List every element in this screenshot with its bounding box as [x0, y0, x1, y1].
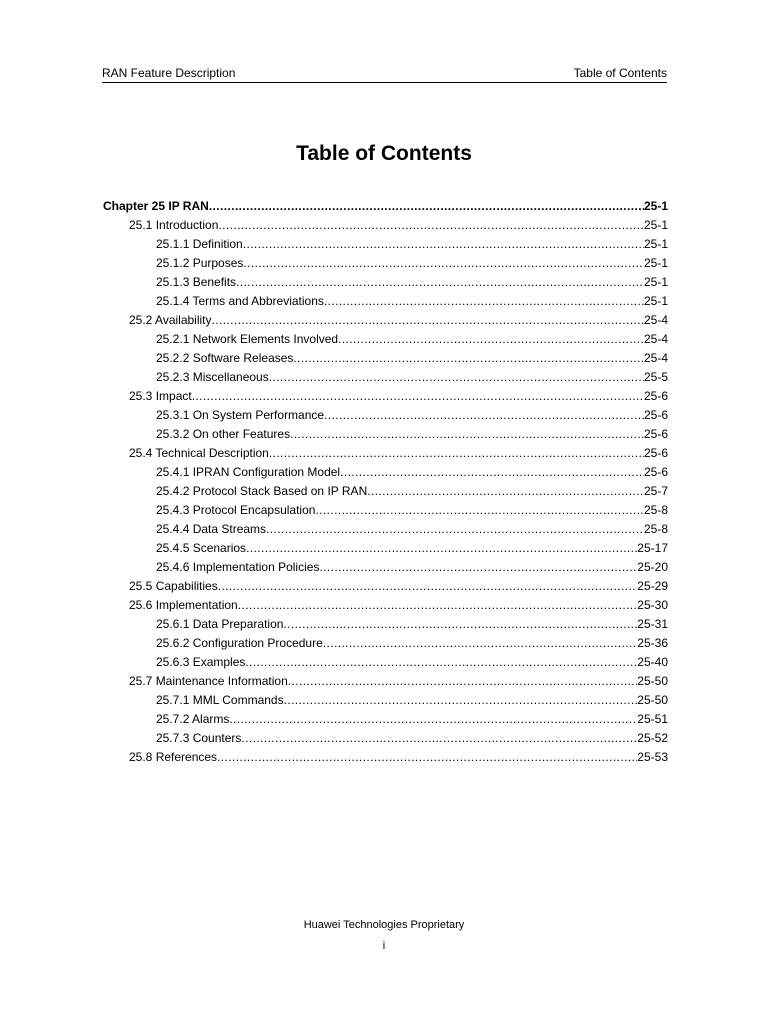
toc-dot-leader — [283, 615, 637, 634]
toc-entry-page: 25-40 — [637, 655, 668, 669]
toc-dot-leader — [288, 672, 638, 691]
toc-entry[interactable] — [103, 311, 668, 330]
page-header — [102, 66, 667, 83]
toc-entry[interactable] — [103, 729, 668, 748]
toc-entry-title: 25.4 Technical Description — [129, 446, 269, 460]
toc-entry-title: 25.4.5 Scenarios — [156, 541, 247, 555]
toc-entry-title: Chapter 25 IP RAN — [103, 199, 209, 213]
toc-entry-title: 25.1.1 Definition — [156, 237, 243, 251]
toc-dot-leader — [290, 425, 644, 444]
page-number: i — [382, 940, 386, 952]
toc-entry-title: 25.6.1 Data Preparation — [156, 617, 284, 631]
toc-entry-page: 25-5 — [643, 370, 668, 384]
toc-dot-leader — [212, 311, 644, 330]
toc-dot-leader — [236, 273, 644, 292]
toc-dot-leader — [218, 577, 638, 596]
toc-entry[interactable] — [103, 425, 668, 444]
toc-entry-title: 25.2 Availability — [129, 313, 212, 327]
toc-dot-leader — [323, 634, 638, 653]
toc-entry-title: 25.6 Implementation — [129, 598, 238, 612]
page-title: Table of Contents — [296, 142, 472, 165]
toc-entry[interactable] — [103, 710, 668, 729]
toc-dot-leader — [238, 596, 638, 615]
toc-entry[interactable] — [103, 406, 668, 425]
toc-entry-title: 25.7.3 Counters — [156, 731, 242, 745]
toc-entry[interactable] — [103, 482, 668, 501]
toc-entry-page: 25-4 — [643, 313, 668, 327]
toc-entry-page: 25-6 — [643, 465, 668, 479]
toc-entry-page: 25-6 — [643, 446, 668, 460]
toc-entry[interactable] — [103, 748, 668, 767]
toc-entry[interactable] — [103, 558, 668, 577]
toc-entry-page: 25-1 — [643, 256, 668, 270]
toc-dot-leader — [269, 368, 644, 387]
toc-entry[interactable] — [103, 254, 668, 273]
toc-dot-leader — [243, 254, 644, 273]
toc-dot-leader — [246, 539, 637, 558]
toc-entry[interactable] — [103, 349, 668, 368]
toc-entry-page: 25-1 — [643, 237, 668, 251]
toc-entry-title: 25.7.2 Alarms — [156, 712, 230, 726]
header-document-title: RAN Feature Description — [102, 66, 236, 80]
toc-entry-page: 25-51 — [637, 712, 668, 726]
toc-entry-title: 25.4.2 Protocol Stack Based on IP RAN — [156, 484, 368, 498]
toc-entry-title: 25.3.1 On System Performance — [156, 408, 325, 422]
toc-dot-leader — [324, 406, 644, 425]
toc-dot-leader — [217, 748, 637, 767]
toc-entry[interactable] — [103, 292, 668, 311]
toc-entry-page: 25-6 — [643, 408, 668, 422]
toc-entry[interactable] — [103, 330, 668, 349]
toc-entry-title: 25.7.1 MML Commands — [156, 693, 284, 707]
footer-proprietary-notice: Huawei Technologies Proprietary — [303, 919, 465, 931]
toc-entry-title: 25.1.2 Purposes — [156, 256, 244, 270]
toc-entry-page: 25-6 — [643, 389, 668, 403]
toc-entry-page: 25-6 — [643, 427, 668, 441]
toc-dot-leader — [324, 292, 644, 311]
toc-dot-leader — [245, 653, 637, 672]
toc-entry-title: 25.2.1 Network Elements Involved — [156, 332, 339, 346]
toc-entry-title: 25.2.2 Software Releases — [156, 351, 294, 365]
toc-dot-leader — [269, 444, 644, 463]
table-of-contents — [103, 197, 668, 767]
toc-entry-title: 25.4.4 Data Streams — [156, 522, 267, 536]
toc-entry[interactable] — [103, 444, 668, 463]
toc-entry[interactable] — [103, 501, 668, 520]
toc-entry-page: 25-4 — [643, 332, 668, 346]
toc-entry-title: 25.6.3 Examples — [156, 655, 246, 669]
toc-entry[interactable] — [103, 653, 668, 672]
toc-entry-page: 25-8 — [643, 503, 668, 517]
toc-entry-page: 25-30 — [637, 598, 668, 612]
toc-dot-leader — [192, 387, 644, 406]
toc-entry-page: 25-1 — [643, 199, 668, 213]
toc-entry-title: 25.4.6 Implementation Policies — [156, 560, 320, 574]
toc-dot-leader — [293, 349, 644, 368]
toc-entry[interactable] — [103, 577, 668, 596]
toc-entry-page: 25-52 — [637, 731, 668, 745]
toc-entry-title: 25.6.2 Configuration Procedure — [156, 636, 323, 650]
toc-entry-title: 25.3 Impact — [129, 389, 192, 403]
toc-entry-title: 25.8 References — [129, 750, 218, 764]
toc-entry-title: 25.2.3 Miscellaneous — [156, 370, 269, 384]
toc-entry[interactable] — [103, 368, 668, 387]
toc-entry-title: 25.3.2 On other Features — [156, 427, 291, 441]
toc-entry[interactable] — [103, 691, 668, 710]
toc-entry-title: 25.1.4 Terms and Abbreviations — [156, 294, 324, 308]
toc-entry[interactable] — [103, 672, 668, 691]
toc-entry-page: 25-1 — [643, 218, 668, 232]
toc-entry-page: 25-36 — [637, 636, 668, 650]
toc-entry-title: 25.4.3 Protocol Encapsulation — [156, 503, 316, 517]
header-section-title: Table of Contents — [573, 66, 667, 80]
toc-entry[interactable] — [103, 387, 668, 406]
toc-entry[interactable] — [103, 463, 668, 482]
toc-dot-leader — [266, 520, 644, 539]
toc-entry-page: 25-50 — [637, 674, 668, 688]
toc-dot-leader — [241, 729, 637, 748]
toc-entry-page: 25-7 — [643, 484, 668, 498]
toc-entry[interactable] — [103, 216, 668, 235]
toc-entry-page: 25-29 — [637, 579, 668, 593]
toc-entry-title: 25.5 Capabilities — [129, 579, 218, 593]
toc-dot-leader — [340, 463, 644, 482]
toc-dot-leader — [319, 558, 637, 577]
toc-entry-title: 25.7 Maintenance Information — [129, 674, 288, 688]
toc-dot-leader — [315, 501, 644, 520]
toc-entry-page: 25-4 — [643, 351, 668, 365]
toc-dot-leader — [218, 216, 644, 235]
toc-dot-leader — [209, 197, 644, 216]
toc-entry-title: 25.1.3 Benefits — [156, 275, 237, 289]
toc-entry-page: 25-1 — [643, 294, 668, 308]
toc-entry-title: 25.1 Introduction — [129, 218, 219, 232]
toc-entry-title: 25.4.1 IPRAN Configuration Model — [156, 465, 341, 479]
toc-dot-leader — [243, 235, 644, 254]
toc-entry[interactable] — [103, 520, 668, 539]
toc-entry[interactable] — [103, 596, 668, 615]
toc-entry-page: 25-20 — [637, 560, 668, 574]
toc-entry[interactable] — [103, 273, 668, 292]
toc-entry-page: 25-50 — [637, 693, 668, 707]
toc-entry[interactable] — [103, 197, 668, 216]
toc-dot-leader — [367, 482, 644, 501]
toc-entry-page: 25-53 — [637, 750, 668, 764]
toc-entry-page: 25-31 — [637, 617, 668, 631]
toc-entry[interactable] — [103, 539, 668, 558]
toc-dot-leader — [338, 330, 644, 349]
toc-dot-leader — [284, 691, 638, 710]
toc-dot-leader — [229, 710, 637, 729]
toc-entry[interactable] — [103, 615, 668, 634]
toc-entry[interactable] — [103, 634, 668, 653]
toc-entry[interactable] — [103, 235, 668, 254]
toc-entry-page: 25-8 — [643, 522, 668, 536]
toc-entry-page: 25-17 — [637, 541, 668, 555]
toc-entry-page: 25-1 — [643, 275, 668, 289]
